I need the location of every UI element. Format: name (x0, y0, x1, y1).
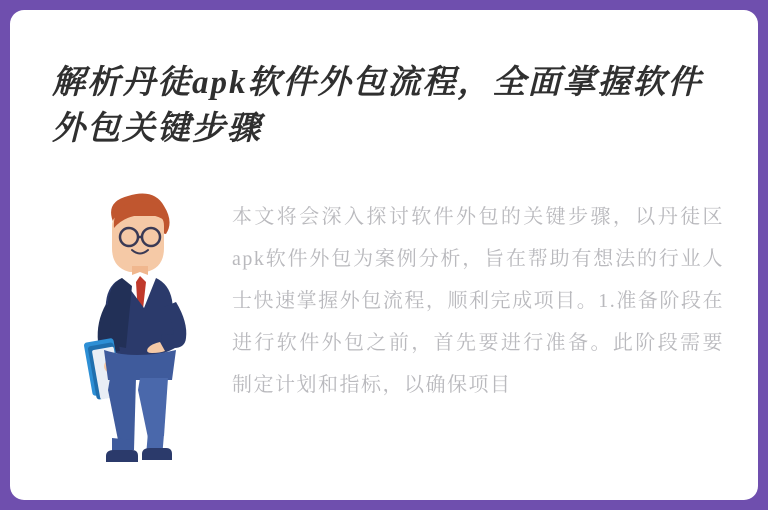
article-body: 本文将会深入探讨软件外包的关键步骤，以丹徒区apk软件外包为案例分析，旨在帮助有想法的行业人士快速掌握外包流程，顺利完成项目。1.准备阶段在进行软件外包之前，首先要进行准备。此阶段需要制定计划和指标，以确保项目 (232, 206, 724, 396)
article-card (10, 10, 758, 500)
businessman-with-book-icon (72, 188, 212, 480)
page-title: 解析丹徒apk软件外包流程，全面掌握软件外包关键步骤 (52, 65, 703, 147)
